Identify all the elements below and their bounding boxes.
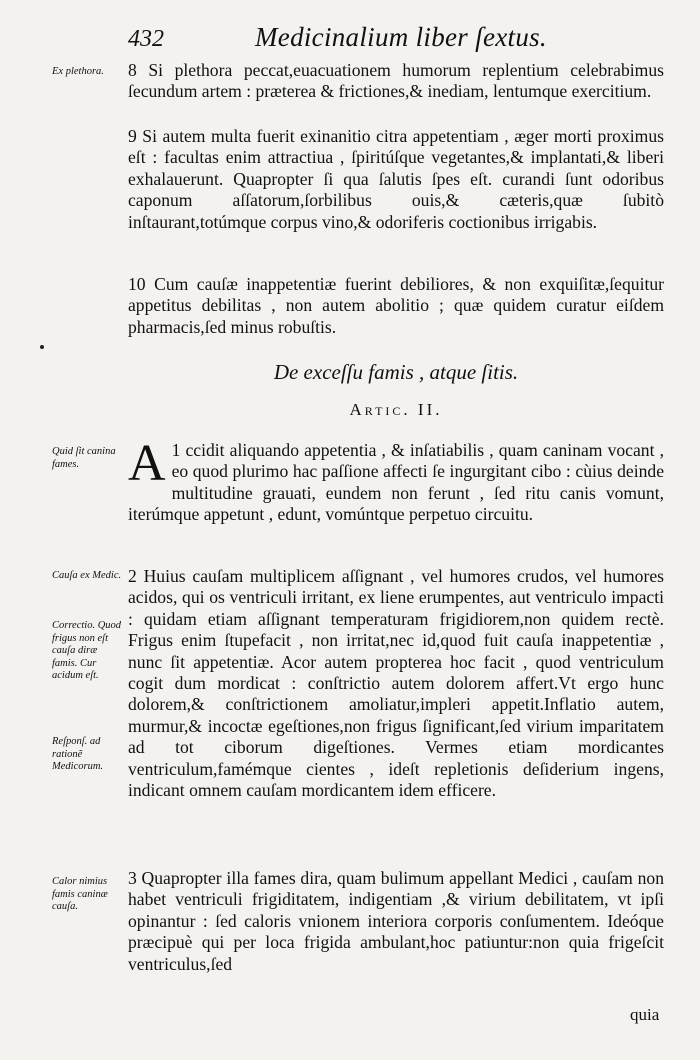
- paragraph-3: [128, 868, 664, 975]
- paragraph-2-text: 2 Huius cauſam multiplicem aſſignant , vel humores crudos, vel humores acidos, qui os ventriculi irritant, ex liene erumpentes, aut ventriculo impacti : quidam etiam aſſignant temperaturam frigidiorem,non quidem rectè. Frigus enim ſtupefacit , non irritat,nec id,quod fuit cauſa inappetentiæ , nunc ſit appetentiæ. Acor autem propterea hoc facit , quod ventriculum cogit dum mordicat : conſtrictio autem dolorem affert.Vt ergo hunc dolorem,& conſtrictionem amoliatur,impleri appetit.Inflatio autem, murmur,& incoctæ egeſtiones,non frigus ſignificant,ſed virium imparitatem ad tot ciborum digeſtiones. Vermes etiam mordicantes ventriculum,famémque cientes , ideſt repletionis deſiderium ingens, indicant omnem cauſam mordicantem idem efficere.: [128, 566, 664, 801]
- section-heading: De exceſſu famis , atque ſitis.: [273, 360, 519, 384]
- paragraph-2: [128, 566, 664, 801]
- paragraph-9-text: 9 Si autem multa fuerit exinanitio citra appetentiam , æger morti proximus eſt : facultas enim attractiua , ſpiritúſque vegetantes,& implantati,& liberi exhalauerunt. Quapropter ſi qua ſalutis ſpes eſt. curandi ſunt odoribus caponum aſſatorum,ſorbilibus ouis,& cæteris,quæ ſubitò inſtaurant,totúmque corpus vino,& odoriferis coctionibus irrigabis.: [128, 126, 664, 232]
- paragraph-8: [128, 60, 664, 103]
- margin-note-plethora: Ex plethora.: [52, 66, 104, 77]
- running-title: Medicinalium liber ſextus.: [255, 22, 547, 52]
- paragraph-10-text: 10 Cum cauſæ inappetentiæ fuerint debiliores, & non exquiſitæ,ſequitur appetitus debilitas , non autem abolitio ; quæ quidem curatur eiſdem pharmacis,ſed minus robuſtis.: [128, 274, 664, 337]
- drop-cap: A: [128, 435, 166, 492]
- margin-note-calor: Calor nimius famis caninæ cauſa.: [52, 876, 108, 912]
- margin-note-correctio: Correctio. Quod frigus non eſt cauſa diræ famis. Cur acidum eſt.: [52, 620, 122, 681]
- margin-note-causa: Cauſa ex Medic.: [52, 570, 122, 581]
- page-number: 432: [128, 26, 164, 52]
- page-header: [0, 22, 700, 52]
- ink-mark: [40, 345, 44, 349]
- margin-note-canina-fames: Quid ſit canina fames.: [52, 446, 116, 470]
- paragraph-3-text: 3 Quapropter illa fames dira, quam bulimum appellant Medici , cauſam non habet ventriculi frigiditatem, indigentiam ,& virium debilitatem, vt ipſi opinantur : ſed caloris vnionem interiora corporis conſumentem. Ideóque præcipuè qui per loca frigida ambulant,hoc patiuntur:non quia frigeſcit ventriculus,ſed: [128, 868, 664, 974]
- paragraph-9: [128, 126, 664, 233]
- margin-note-responsio: Reſponſ. ad rationẽ Medicorum.: [52, 736, 104, 772]
- paragraph-1: [128, 435, 664, 526]
- paragraph-10: [128, 274, 664, 338]
- paragraph-8-text: 8 Si plethora peccat,euacuationem humorum replentium celebrabimus ſecundum artem : præterea & frictiones,& inediam, lentumque exercitium.: [128, 60, 664, 102]
- paragraph-1-text: 1 ccidit aliquando appetentia , & inſatiabilis , quam caninam vocant , eo quod plurimo hac paſſione affecti ſe ingurgitant cibo : cùius deinde multitudine grauati, eundem non ferunt , ſed ritu canis vomunt, iterúmque appetunt , edunt, vomúntque perpetuo circuitu.: [128, 440, 664, 525]
- catchword: quia: [630, 1005, 660, 1024]
- article-heading: Artic. II.: [349, 400, 443, 419]
